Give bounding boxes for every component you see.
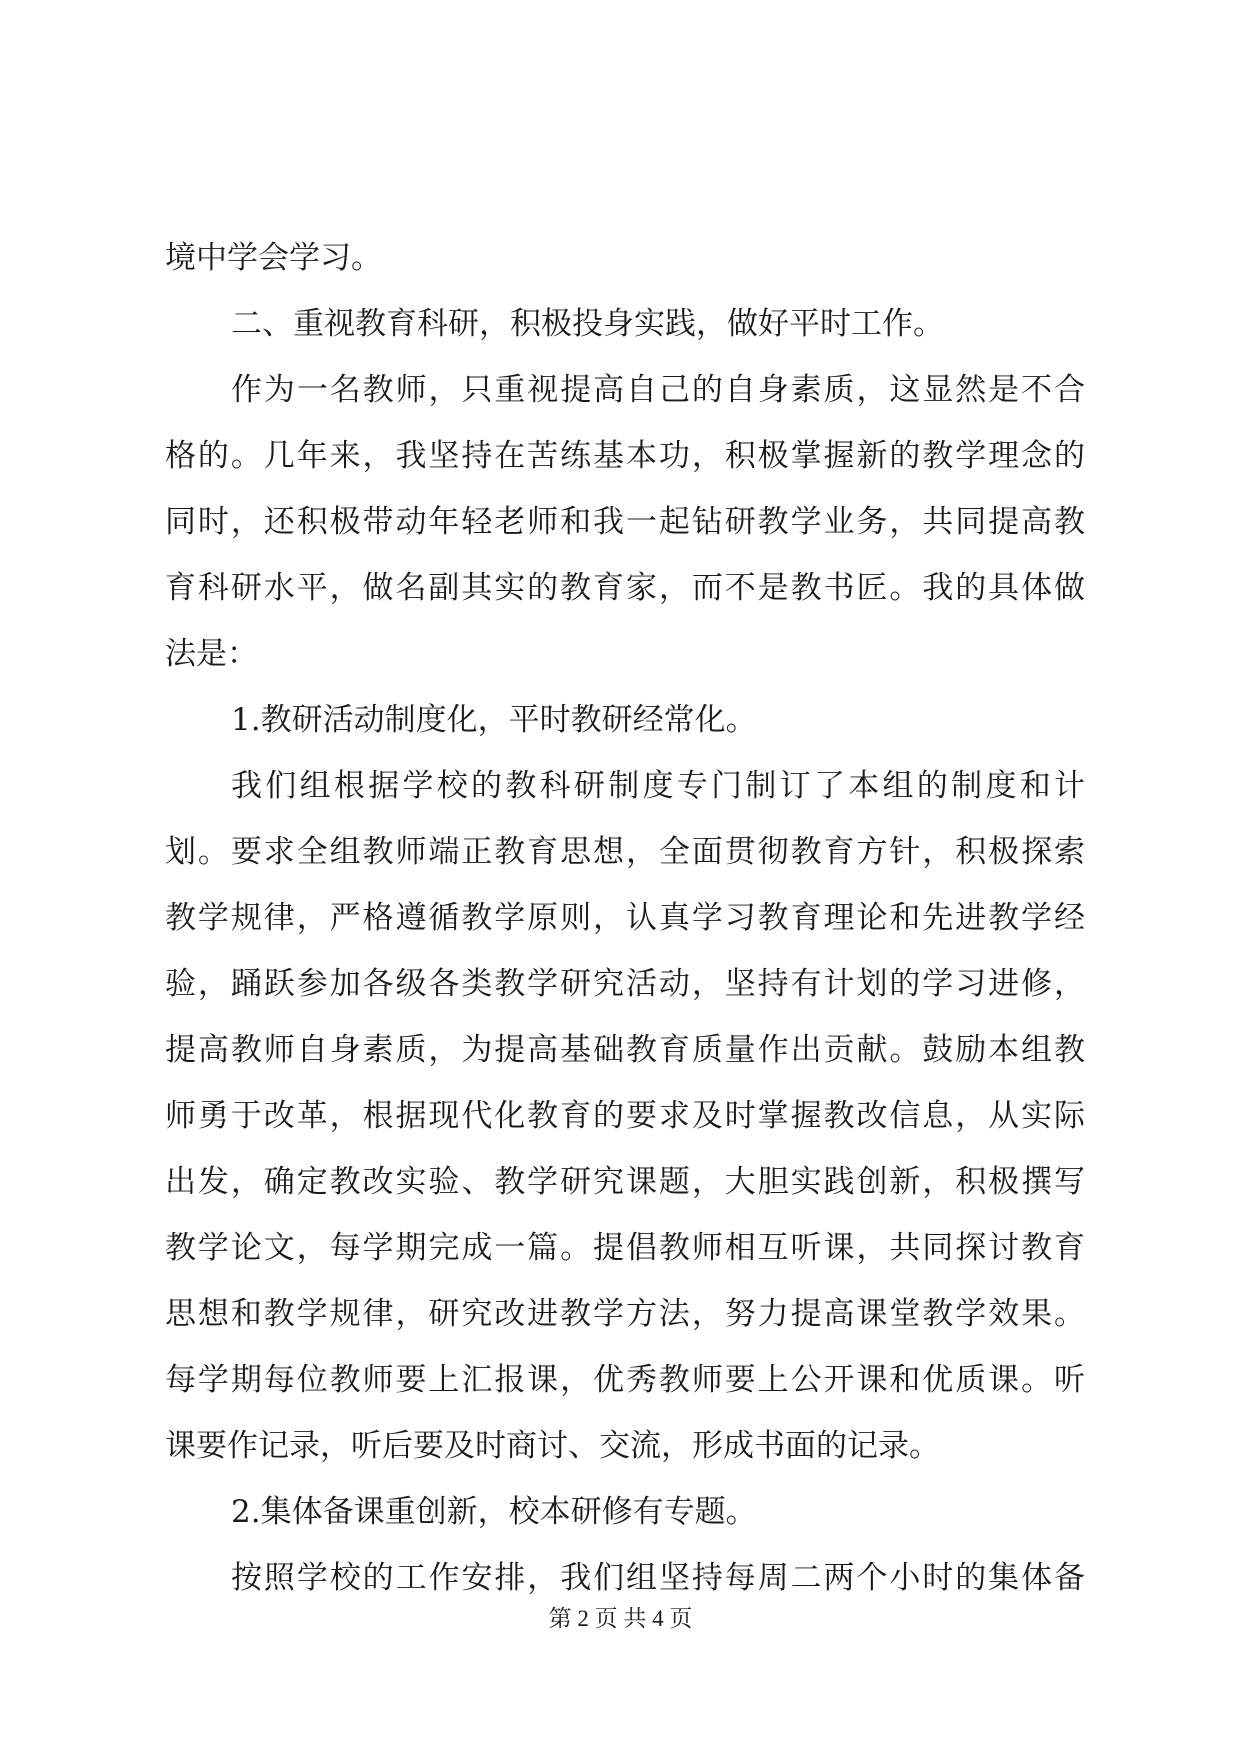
section-heading: 二、重视教育科研，积极投身实践，做好平时工作。 — [231, 306, 944, 342]
document-body — [165, 225, 1085, 1611]
paragraph-line: 划。要求全组教师端正教育思想，全面贯彻教育方针，积极探索 — [165, 834, 1085, 870]
paragraph-line: 同时，还积极带动年轻老师和我一起钻研教学业务，共同提高教 — [165, 504, 1085, 540]
paragraph-line: 作为一名教师，只重视提高自己的自身素质，这显然是不合 — [231, 372, 1085, 408]
paragraph-line: 按照学校的工作安排，我们组坚持每周二两个小时的集体备 — [231, 1560, 1085, 1596]
paragraph-line: 验，踊跃参加各级各类教学研究活动，坚持有计划的学习进修， — [165, 966, 1085, 1002]
subsection-heading: 2.集体备课重创新，校本研修有专题。 — [231, 1494, 757, 1530]
paragraph-line: 提高教师自身素质，为提高基础教育质量作出贡献。鼓励本组教 — [165, 1032, 1085, 1068]
paragraph-line: 格的。几年来，我坚持在苦练基本功，积极掌握新的教学理念的 — [165, 438, 1085, 474]
subsection-heading: 1.教研活动制度化，平时教研经常化。 — [231, 702, 757, 738]
paragraph-line: 课要作记录，听后要及时商讨、交流，形成书面的记录。 — [165, 1428, 940, 1464]
paragraph-line: 教学规律，严格遵循教学原则，认真学习教育理论和先进教学经 — [165, 900, 1085, 936]
paragraph-line: 思想和教学规律，研究改进教学方法，努力提高课堂教学效果。 — [165, 1296, 1085, 1332]
paragraph-line: 师勇于改革，根据现代化教育的要求及时掌握教改信息，从实际 — [165, 1098, 1085, 1134]
paragraph-line: 境中学会学习。 — [165, 240, 382, 276]
paragraph-line: 我们组根据学校的教科研制度专门制订了本组的制度和计 — [231, 768, 1085, 804]
page-number-footer: 第 2 页 共 4 页 — [548, 1606, 693, 1631]
paragraph-line: 出发，确定教改实验、教学研究课题，大胆实践创新，积极撰写 — [165, 1164, 1085, 1200]
paragraph-line: 育科研水平，做名副其实的教育家，而不是教书匠。我的具体做 — [165, 570, 1085, 606]
paragraph-line: 每学期每位教师要上汇报课，优秀教师要上公开课和优质课。听 — [165, 1362, 1085, 1398]
paragraph-line: 法是： — [165, 636, 258, 672]
paragraph-line: 教学论文，每学期完成一篇。提倡教师相互听课，共同探讨教育 — [165, 1230, 1085, 1266]
